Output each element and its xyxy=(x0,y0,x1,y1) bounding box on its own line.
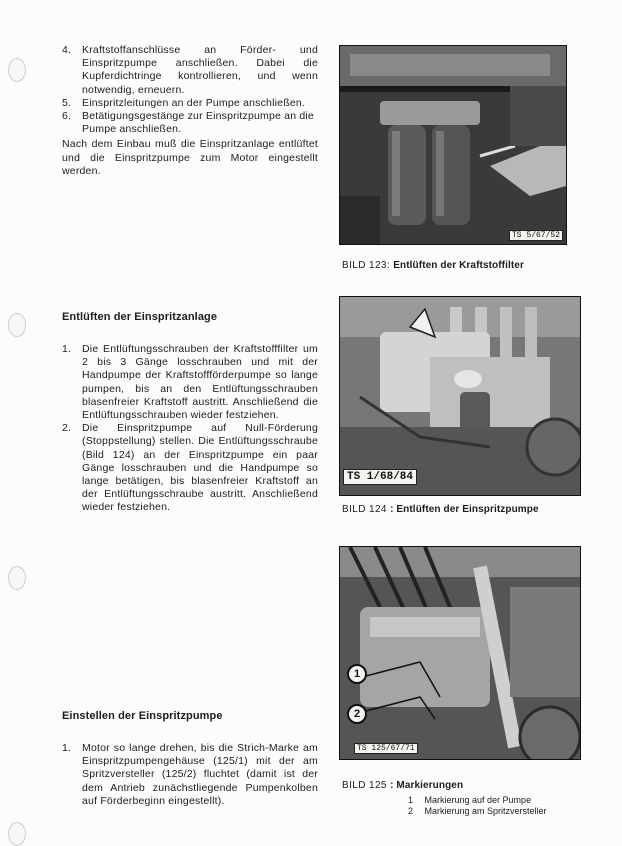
step-number: 6. xyxy=(62,110,72,123)
legend-item xyxy=(408,806,547,817)
list-item xyxy=(62,110,318,136)
photo-stamp: TS 5/67/52 xyxy=(509,230,563,241)
step-text: Einspritzleitungen an der Pumpe anschließen. xyxy=(82,96,306,109)
caption-label: BILD 125 xyxy=(342,780,387,791)
fuel-filter-illustration xyxy=(340,46,566,244)
caption-label: BILD 123: xyxy=(342,260,391,271)
list-item xyxy=(62,97,318,110)
photo-stamp: TS 125/67/71 xyxy=(354,743,418,754)
injection-pump-illustration xyxy=(340,297,580,495)
list-item xyxy=(62,44,318,97)
figure-caption-124 xyxy=(342,504,539,515)
punch-hole xyxy=(8,313,26,337)
heading-adjusting: Einstellen der Einspritzpumpe xyxy=(62,710,223,722)
step-text: Die Entlüftungsschrauben der Kraftstofffilter um 2 bis 3 Gänge losschrauben und mit der Handpumpe der Kraftstoffförderpumpe so lange pumpen, bis an den Entlüftungsschrauben blasenfreier Kraftstoff austritt. Anschließend die Entlüftungsschrauben wieder festziehen. xyxy=(82,343,318,422)
step-number: 5. xyxy=(62,96,72,109)
timing-marks-illustration xyxy=(340,547,580,759)
marker-2: 2 xyxy=(347,704,367,724)
step-number: 1. xyxy=(62,742,72,754)
step-number: 1. xyxy=(62,343,72,355)
caption-title: : Markierungen xyxy=(390,780,464,791)
caption-title: : Entlüften der Einspritzpumpe xyxy=(390,504,539,515)
installation-note: Nach dem Einbau muß die Einspritzanlage entlüftet und die Einspritzpumpe zum Motor eingestellt werden. xyxy=(62,138,318,177)
step-text: Die Einspritzpumpe auf Null-Förderung (Stoppstellung) stellen. Die Entlüftungsschraube (Bild 124) an der Einspritzpumpe ein paar Gänge losschrauben und die Handpumpe so lange betätigen, bis blasenfreier Kraftstoff an der Entlüftungsschraube austritt. Anschließend wieder festziehen. xyxy=(82,422,318,514)
legend-text: Markierung am Spritzversteller xyxy=(424,806,547,816)
figure-caption-125 xyxy=(342,780,463,791)
photo-timing-marks xyxy=(339,546,581,760)
caption-label: BILD 124 xyxy=(342,504,387,515)
step-number: 4. xyxy=(62,44,72,56)
photo-fuel-filter xyxy=(339,45,567,245)
figure-caption-123 xyxy=(342,260,524,271)
caption-title: Entlüften der Kraftstoffilter xyxy=(393,260,524,271)
list-item xyxy=(62,422,318,514)
list-item xyxy=(62,742,318,808)
list-item xyxy=(62,343,318,422)
figure-legend-125 xyxy=(408,795,547,817)
marker-1: 1 xyxy=(347,664,367,684)
step-text: Kraftstoffanschlüsse an Förder- und Einspritzpumpe anschließen. Dabei die Kupferdichtringe kontrollieren, und wenn notwendig, erneuern. xyxy=(82,44,318,96)
legend-item xyxy=(408,795,547,806)
section-adjusting-steps xyxy=(62,742,318,808)
step-text: Betätigungsgestänge zur Einspritzpumpe an die Pumpe anschließen. xyxy=(82,110,314,136)
legend-number: 1 xyxy=(408,795,414,805)
step-text: Motor so lange drehen, bis die Strich-Marke am Einspritzpumpengehäuse (125/1) mit der am Spritzversteller (125/2) fluchtet (damit ist der dem Antrieb zunächstliegende Pumpenkolben auf Förderbeginn eingestellt). xyxy=(82,742,318,807)
heading-bleeding: Entlüften der Einspritzanlage xyxy=(62,311,218,323)
punch-hole xyxy=(8,822,26,846)
step-number: 2. xyxy=(62,422,72,435)
legend-number: 2 xyxy=(408,806,414,816)
punch-hole xyxy=(8,58,26,82)
legend-text: Markierung auf der Pumpe xyxy=(424,795,532,805)
photo-injection-pump-bleed xyxy=(339,296,581,496)
photo-stamp: TS 1/68/84 xyxy=(343,469,417,485)
punch-hole xyxy=(8,566,26,590)
section-installation-steps xyxy=(62,44,318,178)
section-bleeding-steps xyxy=(62,343,318,515)
